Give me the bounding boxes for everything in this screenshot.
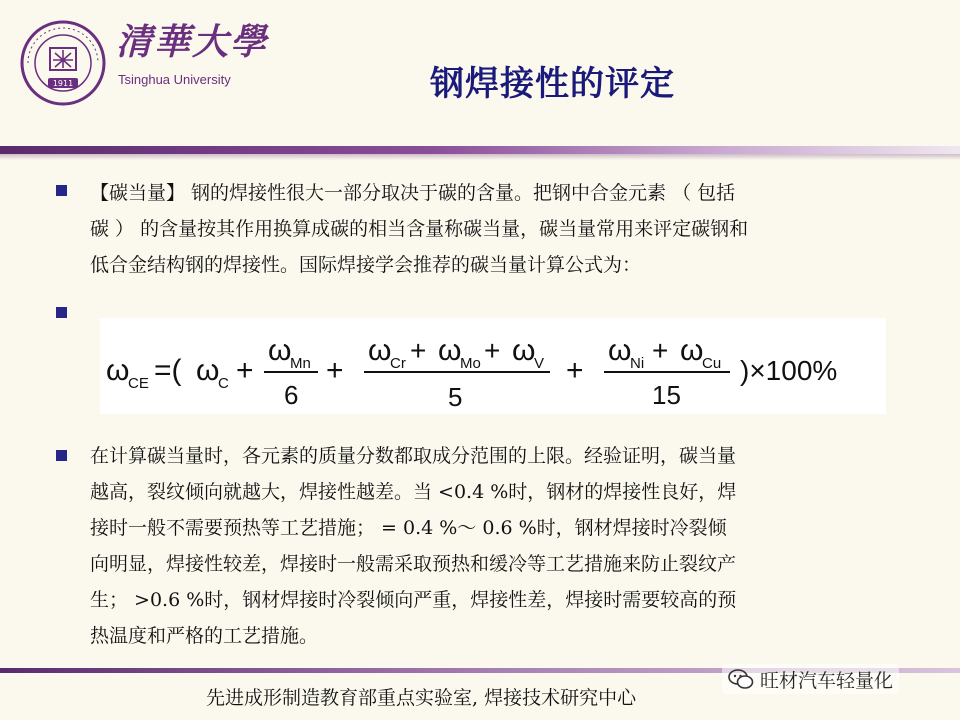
bullet-icon (56, 185, 67, 196)
bullet-icon (56, 450, 67, 461)
footer-lab-name: 先进成形制造教育部重点实验室, 焊接技术研究中心 (206, 687, 637, 709)
formula-omega: ω (512, 334, 536, 367)
svg-text:=(: =( (154, 354, 182, 387)
tsinghua-seal-logo (20, 20, 106, 106)
formula-sub-cr: Cr (390, 355, 406, 372)
seal-year: 1911 (52, 79, 74, 88)
bullet-icon (56, 307, 67, 318)
formula-tail: )×100% (740, 355, 838, 386)
university-name-en: Tsinghua University (118, 72, 231, 87)
university-name-cn: 清華大學 (116, 21, 269, 63)
formula-omega: ω (268, 334, 292, 367)
slide-header (0, 0, 960, 150)
wechat-watermark (722, 664, 899, 694)
svg-text:+: + (566, 354, 584, 387)
formula-omega: ω (680, 334, 704, 367)
formula-sub-c: C (218, 375, 229, 392)
svg-text:+: + (484, 335, 501, 366)
formula-sub-ni: Ni (630, 355, 645, 372)
formula-omega: ω (608, 334, 632, 367)
formula-den-15: 15 (652, 380, 681, 410)
carbon-equivalent-formula (100, 318, 886, 414)
formula-sub-v: V (534, 355, 545, 372)
formula-omega: ω (196, 354, 220, 387)
formula-den-5: 5 (448, 382, 463, 412)
svg-text:+: + (236, 354, 254, 387)
watermark-text: 旺材汽车轻量化 (760, 669, 894, 692)
svg-text:+: + (410, 335, 427, 366)
svg-text:+: + (652, 335, 669, 366)
paragraph-evaluation: 在计算碳当量时，各元素的质量分数都取成分范围的上限。经验证明，碳当量 越高，裂纹倾向就越大，焊接性越差。当 <0.4 %时，钢材的焊接性良好，焊 接时一般不需要预热等工艺措施； = 0.4 %～ 0.6 %时，钢材焊接时冷裂倾 向明显，焊接性较差，焊接时一般需采取预热和缓冷等工艺措施来防止裂纹产 生； >0.6 %时，钢材焊接时冷裂倾向严重，焊接性差，焊接时需要较高的预 热温度和严格的工艺措施。 (90, 445, 737, 647)
svg-text:+: + (326, 354, 344, 387)
header-divider (0, 146, 960, 154)
formula-omega: ω (368, 334, 392, 367)
formula-omega: ω (106, 354, 130, 387)
header-divider-shadow (0, 154, 960, 160)
formula-omega: ω (438, 334, 462, 367)
formula-den-6: 6 (284, 380, 299, 410)
formula-sub-mo: Mo (460, 355, 481, 372)
slide-title: 钢焊接性的评定 (430, 64, 675, 104)
paragraph-carbon-equivalent: 【碳当量】 钢的焊接性很大一部分取决于碳的含量。把钢中合金元素 （ 包括 碳 ） 的含量按其作用换算成碳的相当含量称碳当量，碳当量常用来评定碳钢和 低合金结构钢的焊接性。国际焊接学会推荐的碳当量计算公式为： (90, 182, 749, 276)
wechat-icon (728, 668, 754, 690)
formula-sub-mn: Mn (290, 355, 311, 372)
formula-sub-cu: Cu (702, 355, 722, 372)
formula-sub-ce: CE (128, 375, 149, 392)
